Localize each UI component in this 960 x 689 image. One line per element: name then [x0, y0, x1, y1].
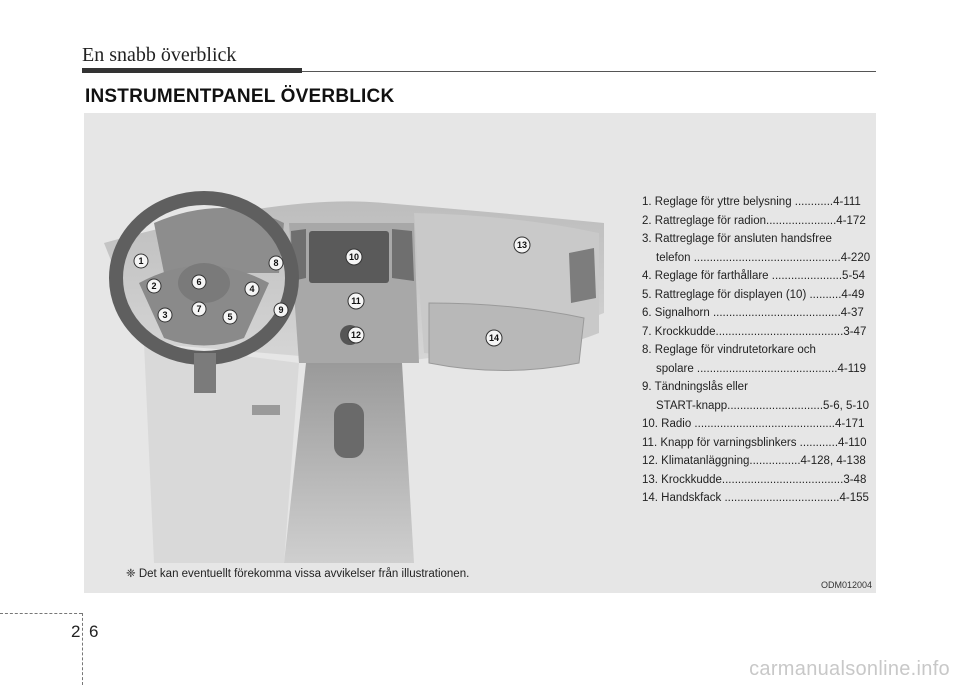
svg-text:9: 9 [278, 305, 284, 315]
callout-12 [348, 327, 364, 343]
legend-list [642, 193, 870, 508]
legend-item: 7. Krockkudde........................................3-47 [642, 325, 867, 338]
svg-text:11: 11 [351, 296, 361, 306]
legend-item: 5. Rattreglage för displayen (10) ..........4-49 [642, 288, 865, 301]
page-rule-vertical [82, 613, 83, 685]
legend-item: 10. Radio ............................................4-171 [642, 418, 865, 430]
legend-item: 14. Handskfack ....................................4-155 [642, 492, 869, 504]
svg-text:1: 1 [138, 256, 144, 266]
legend-item: 11. Knapp för varningsblinkers ............4-110 [642, 436, 867, 449]
callout-6 [192, 275, 206, 289]
svg-text:2: 2 [151, 281, 157, 291]
callout-14 [486, 330, 502, 346]
svg-text:3: 3 [162, 310, 168, 320]
callout-5 [223, 310, 237, 324]
watermark: carmanualsonline.info [749, 658, 950, 680]
driver-footwell [144, 343, 299, 563]
steering-column [194, 353, 216, 393]
legend-item: 1. Reglage för yttre belysning ............4-111 [642, 196, 861, 208]
callout-2 [147, 279, 161, 293]
page-number: 6 [89, 622, 99, 641]
svg-text:7: 7 [196, 304, 202, 314]
illustration-note: ❈ Det kan eventuellt förekomma vissa avvikelser från illustrationen. [126, 568, 470, 580]
legend-item: 13. Krockkudde......................................3-48 [642, 473, 867, 486]
page-chapter-number: 2 [71, 622, 81, 641]
callout-10 [346, 249, 362, 265]
legend-item: 9. Tändningslås eller START-knapp..............................5-6, 5-10 [642, 381, 870, 412]
illustration-panel [84, 113, 876, 593]
image-code: ODM012004 [820, 580, 872, 590]
svg-text:4: 4 [249, 284, 255, 294]
legend-item: 8. Reglage för vindrutetorkare och spolare ............................................4-119 [642, 344, 867, 375]
center-console [284, 363, 414, 563]
callout-13 [514, 237, 530, 253]
svg-text:10: 10 [348, 252, 360, 262]
svg-text:14: 14 [488, 333, 500, 343]
callout-8 [269, 256, 283, 270]
chapter-title: En snabb överblick [82, 44, 237, 66]
legend-item: 12. Klimatanläggning................4-128, 4-138 [642, 455, 866, 467]
center-vent-right [392, 229, 414, 281]
callout-4 [245, 282, 259, 296]
svg-text:13: 13 [516, 240, 528, 250]
legend-item: 2. Rattreglage för radion......................4-172 [642, 214, 866, 227]
svg-text:6: 6 [196, 277, 202, 287]
dashboard-illustration [84, 153, 609, 563]
svg-text:5: 5 [227, 312, 233, 322]
right-vent [569, 248, 596, 303]
section-title: INSTRUMENTPANEL ÖVERBLICK [85, 86, 395, 107]
legend-item: 6. Signalhorn ........................................4-37 [642, 307, 864, 319]
callout-11 [348, 293, 364, 309]
header-rule-thick [82, 68, 302, 73]
gear-shifter [334, 403, 364, 458]
callout-1 [134, 254, 148, 268]
legend-item: 3. Rattreglage för ansluten handsfree telefon ..............................................4-220 [642, 233, 871, 264]
callout-9 [274, 303, 288, 317]
callout-3 [158, 308, 172, 322]
header-rule-thin [302, 71, 876, 72]
callout-7 [192, 302, 206, 316]
svg-text:8: 8 [273, 258, 279, 268]
page-rule-horizontal [0, 613, 82, 614]
pedal [252, 405, 280, 415]
svg-text:12: 12 [350, 330, 362, 340]
legend-item: 4. Reglage för farthållare ......................5-54 [642, 270, 866, 282]
glove-box [429, 303, 584, 371]
